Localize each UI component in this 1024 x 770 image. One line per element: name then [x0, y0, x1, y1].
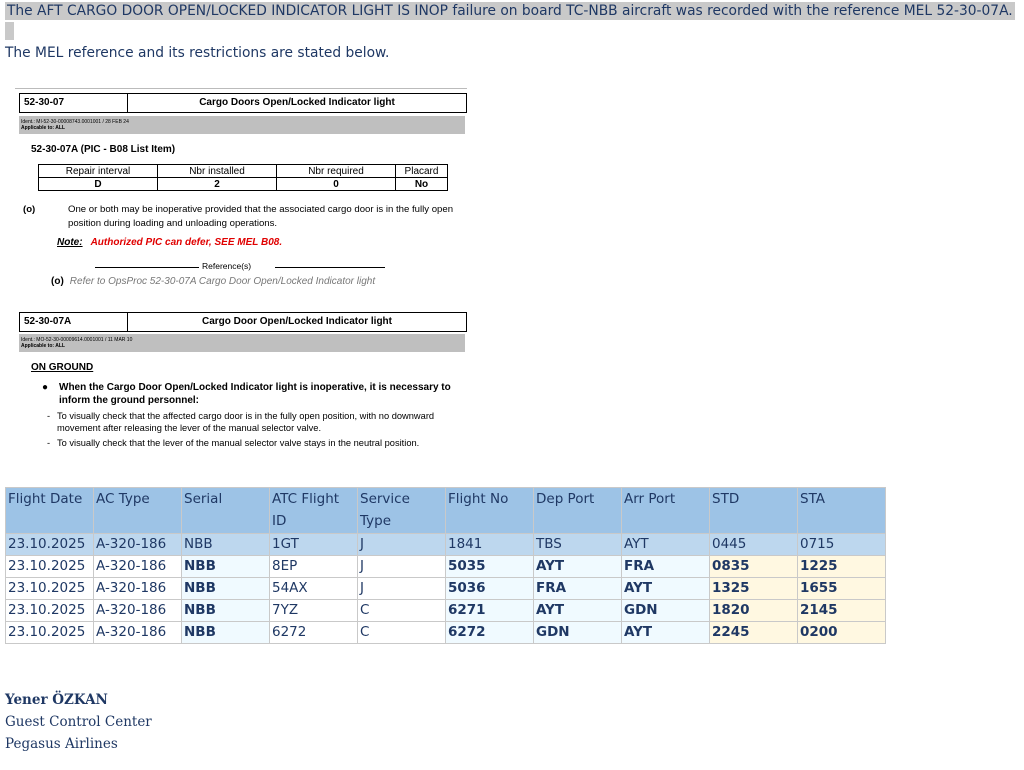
col-atc-flight-id: ATC Flight ID	[270, 488, 358, 534]
cell: 0200	[798, 622, 886, 644]
references-label: Reference(s)	[199, 261, 254, 271]
cell: 5036	[446, 578, 534, 600]
cell: AYT	[622, 578, 710, 600]
cell: 6272	[270, 622, 358, 644]
condition-text: One or both may be inoperative provided that the associated cargo door is in the fully open position during loading and unloading operations.	[68, 204, 454, 229]
col-serial: Serial	[182, 488, 270, 534]
on-ground-heading: ON GROUND	[31, 362, 94, 373]
cell: A-320-186	[94, 556, 182, 578]
mel-cell: 0	[277, 178, 396, 191]
mel-ident: Ident.: MO-52-30-00009614.0001001 / 11 MAR 10	[21, 337, 133, 343]
cell: NBB	[182, 600, 270, 622]
selection-marker	[5, 22, 14, 40]
mel-condition	[23, 203, 463, 231]
cell: 2245	[710, 622, 798, 644]
cell: 0715	[798, 534, 886, 556]
mel-col-header: Placard	[396, 165, 448, 178]
cell: A-320-186	[94, 534, 182, 556]
cell: GDN	[534, 622, 622, 644]
cell: 6272	[446, 622, 534, 644]
mel-cell: No	[396, 178, 448, 191]
table-row	[6, 622, 886, 644]
divider	[15, 88, 467, 89]
cell: 8EP	[270, 556, 358, 578]
reference-label: (o)	[51, 276, 64, 287]
mel-item-code: 52-30-07	[20, 94, 128, 112]
table-row	[6, 534, 886, 556]
cell: 0445	[710, 534, 798, 556]
mel-ident: Ident.: MI-52-30-00008743.0001001 / 28 FEB 24	[21, 119, 129, 125]
mel-item-title: Cargo Doors Open/Locked Indicator light	[199, 97, 395, 108]
mel-applicable: Applicable to: ALL	[21, 343, 65, 349]
cell: J	[358, 578, 446, 600]
note-label: Note:	[57, 237, 83, 248]
cell: 54AX	[270, 578, 358, 600]
cell: AYT	[622, 622, 710, 644]
mel-col-header: Nbr required	[277, 165, 396, 178]
mel-item-header	[19, 93, 467, 113]
mel-ident-bar	[19, 116, 465, 134]
cell: A-320-186	[94, 578, 182, 600]
cell: 23.10.2025	[6, 556, 94, 578]
procedure-bullet	[43, 381, 453, 407]
procedure-step: - To visually check that the lever of the manual selector valve stays in the neutral position.	[57, 437, 457, 449]
condition-label: (o)	[23, 204, 36, 215]
mel-ident-bar	[19, 334, 465, 352]
mel-cell: D	[39, 178, 158, 191]
col-sta: STA	[798, 488, 886, 534]
signature-company: Pegasus Airlines	[5, 736, 118, 752]
reference-text: Refer to OpsProc 52-30-07A Cargo Door Open/Locked Indicator light	[69, 276, 376, 287]
cell: 6271	[446, 600, 534, 622]
references-divider	[95, 261, 385, 273]
signature-department: Guest Control Center	[5, 714, 152, 730]
divider	[95, 267, 205, 268]
reference-item	[51, 276, 375, 287]
cell: NBB	[182, 578, 270, 600]
step-text: To visually check that the lever of the manual selector valve stays in the neutral position.	[57, 438, 420, 448]
cell: 23.10.2025	[6, 622, 94, 644]
procedure-step: - To visually check that the affected cargo door is in the fully open position, with no downward movement after releasing the lever of the manual selector valve.	[57, 410, 457, 434]
table-row	[6, 578, 886, 600]
cell: AYT	[534, 556, 622, 578]
intro-text: The MEL reference and its restrictions are stated below.	[5, 45, 390, 61]
col-flight-date: Flight Date	[6, 488, 94, 534]
cell: NBB	[182, 622, 270, 644]
flight-table	[5, 487, 886, 644]
cell: 5035	[446, 556, 534, 578]
cell: 1GT	[270, 534, 358, 556]
cell: GDN	[622, 600, 710, 622]
note-text: Authorized PIC can defer, SEE MEL B08.	[90, 237, 283, 248]
cell: A-320-186	[94, 622, 182, 644]
cell: J	[358, 534, 446, 556]
mel-cell: 2	[158, 178, 277, 191]
col-service-type: Service Type	[358, 488, 446, 534]
mel-excerpt	[15, 85, 467, 455]
table-row	[6, 600, 886, 622]
cell: 1325	[710, 578, 798, 600]
cell: 23.10.2025	[6, 600, 94, 622]
mel-note	[57, 237, 282, 248]
mel-col-header: Nbr installed	[158, 165, 277, 178]
table-row	[6, 556, 886, 578]
cell: FRA	[534, 578, 622, 600]
mel-item-code: 52-30-07A	[20, 313, 128, 331]
table-header-row	[6, 488, 886, 534]
mel-item-header	[19, 312, 467, 332]
mel-interval-table	[38, 164, 448, 191]
cell: 1655	[798, 578, 886, 600]
col-ac-type: AC Type	[94, 488, 182, 534]
divider	[275, 267, 385, 268]
cell: C	[358, 600, 446, 622]
cell: AYT	[622, 534, 710, 556]
col-std: STD	[710, 488, 798, 534]
bullet-icon: ●	[42, 382, 49, 393]
cell: 2145	[798, 600, 886, 622]
cell: 1225	[798, 556, 886, 578]
cell: A-320-186	[94, 600, 182, 622]
bullet-text: When the Cargo Door Open/Locked Indicator light is inoperative, it is necessary to inform the ground personnel:	[59, 382, 451, 406]
mel-col-header: Repair interval	[39, 165, 158, 178]
mel-subheading: 52-30-07A (PIC - B08 List Item)	[31, 144, 176, 155]
mel-item-title: Cargo Door Open/Locked Indicator light	[201, 316, 392, 327]
cell: 1841	[446, 534, 534, 556]
cell: 7YZ	[270, 600, 358, 622]
step-text: To visually check that the affected cargo door is in the fully open position, with no downward movement after releasing the lever of the manual selector valve.	[57, 411, 435, 433]
cell: TBS	[534, 534, 622, 556]
mel-applicable: Applicable to: ALL	[21, 125, 65, 131]
cell: NBB	[182, 534, 270, 556]
signature-name: Yener ÖZKAN	[5, 692, 108, 708]
col-arr-port: Arr Port	[622, 488, 710, 534]
col-dep-port: Dep Port	[534, 488, 622, 534]
cell: 1820	[710, 600, 798, 622]
cell: NBB	[182, 556, 270, 578]
cell: AYT	[534, 600, 622, 622]
cell: 0835	[710, 556, 798, 578]
cell: J	[358, 556, 446, 578]
summary-line: The AFT CARGO DOOR OPEN/LOCKED INDICATOR LIGHT IS INOP failure on board TC-NBB aircraft was recorded with the reference MEL 52-30-07A.	[7, 3, 1013, 19]
cell: 23.10.2025	[6, 578, 94, 600]
cell: 23.10.2025	[6, 534, 94, 556]
col-flight-no: Flight No	[446, 488, 534, 534]
cell: C	[358, 622, 446, 644]
cell: FRA	[622, 556, 710, 578]
